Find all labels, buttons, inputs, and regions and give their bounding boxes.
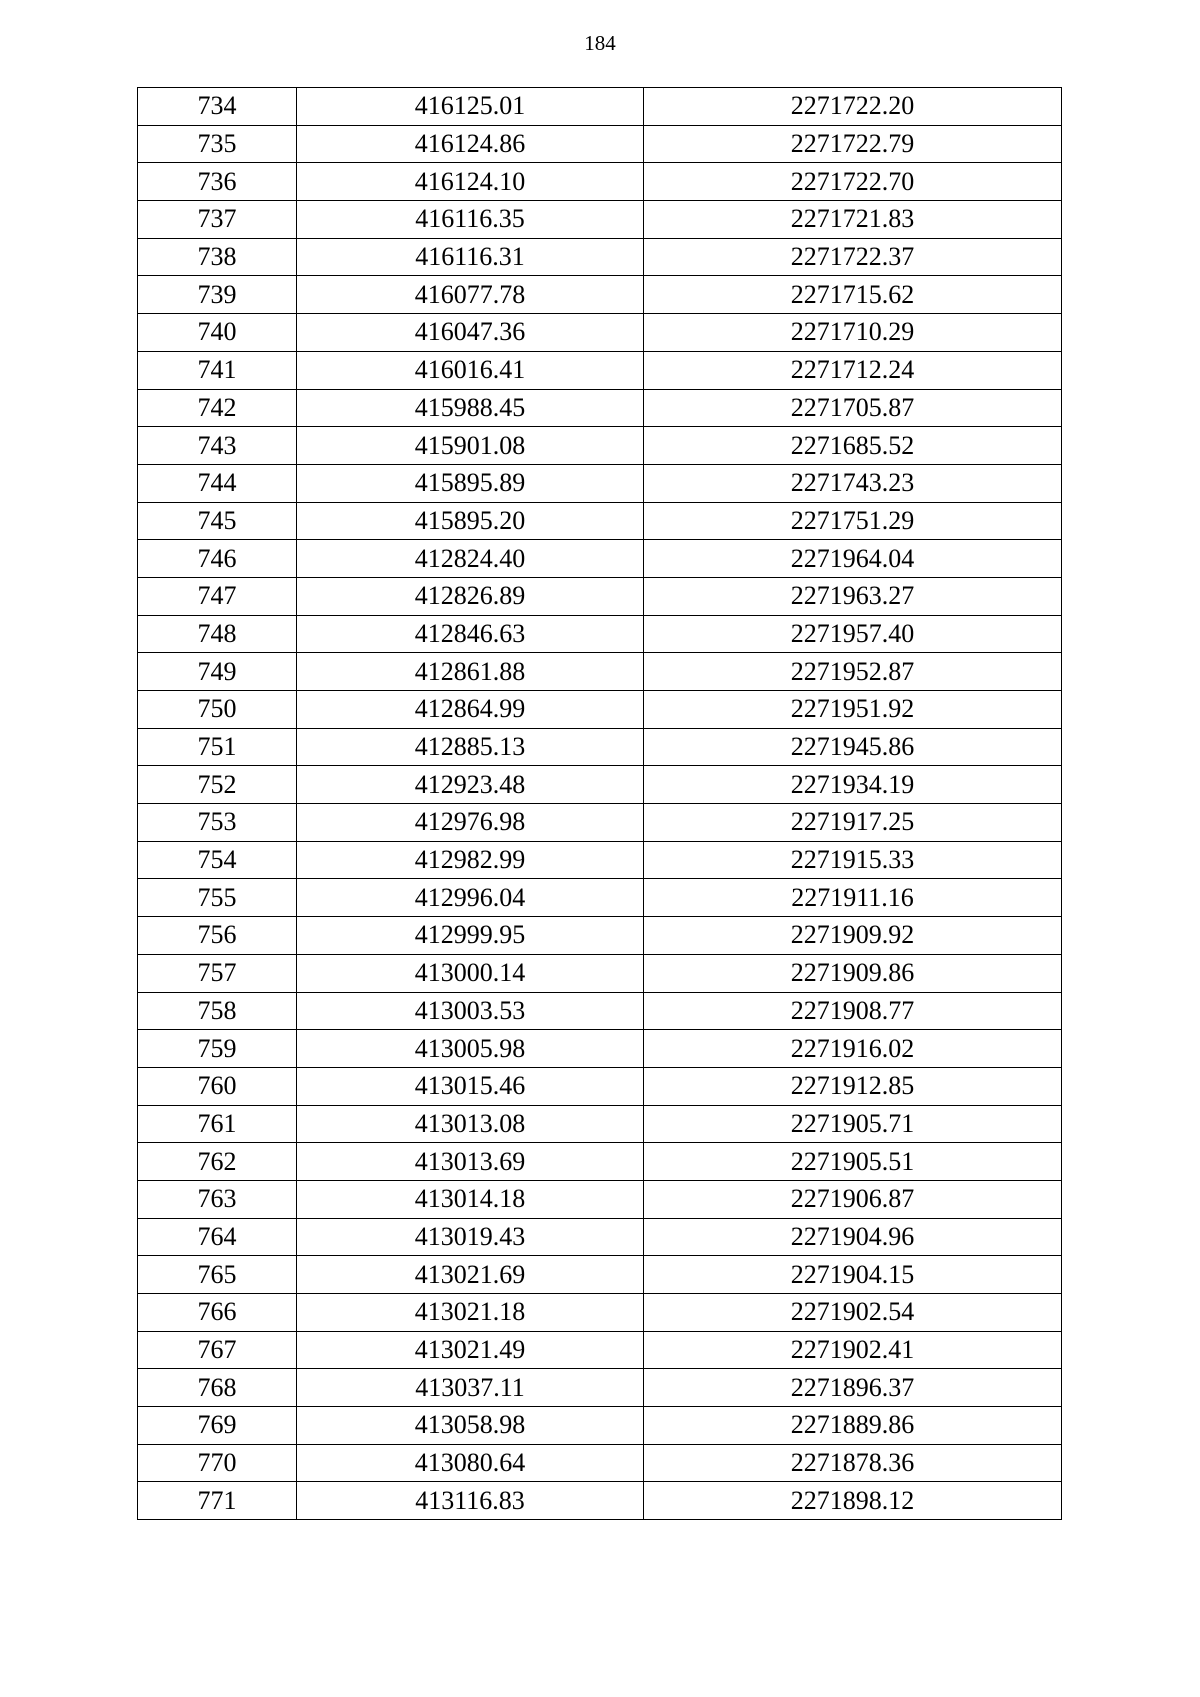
table-row: [138, 314, 1062, 352]
y-coordinate-cell: 2271906.87: [644, 1180, 1062, 1218]
y-coordinate-cell: 2271751.29: [644, 502, 1062, 540]
table-row: [138, 917, 1062, 955]
point-number-cell: 767: [138, 1331, 297, 1369]
y-coordinate-cell: 2271721.83: [644, 201, 1062, 239]
table-row: [138, 88, 1062, 126]
x-coordinate-cell: 412824.40: [297, 540, 644, 578]
x-coordinate-cell: 413037.11: [297, 1369, 644, 1407]
x-coordinate-cell: 413080.64: [297, 1444, 644, 1482]
y-coordinate-cell: 2271909.92: [644, 917, 1062, 955]
y-coordinate-cell: 2271952.87: [644, 653, 1062, 691]
table-body: [138, 88, 1062, 1520]
x-coordinate-cell: 412999.95: [297, 917, 644, 955]
y-coordinate-cell: 2271712.24: [644, 351, 1062, 389]
table-row: [138, 728, 1062, 766]
x-coordinate-cell: 415895.89: [297, 464, 644, 502]
point-number-cell: 754: [138, 841, 297, 879]
x-coordinate-cell: 412861.88: [297, 653, 644, 691]
table-row: [138, 351, 1062, 389]
y-coordinate-cell: 2271905.51: [644, 1143, 1062, 1181]
x-coordinate-cell: 413014.18: [297, 1180, 644, 1218]
y-coordinate-cell: 2271889.86: [644, 1407, 1062, 1445]
y-coordinate-cell: 2271715.62: [644, 276, 1062, 314]
table-row: [138, 954, 1062, 992]
y-coordinate-cell: 2271722.37: [644, 238, 1062, 276]
x-coordinate-cell: 415901.08: [297, 427, 644, 465]
table-row: [138, 615, 1062, 653]
y-coordinate-cell: 2271916.02: [644, 1030, 1062, 1068]
x-coordinate-cell: 413058.98: [297, 1407, 644, 1445]
y-coordinate-cell: 2271902.54: [644, 1294, 1062, 1332]
x-coordinate-cell: 412976.98: [297, 804, 644, 842]
y-coordinate-cell: 2271722.20: [644, 88, 1062, 126]
table-row: [138, 804, 1062, 842]
point-number-cell: 759: [138, 1030, 297, 1068]
x-coordinate-cell: 416116.35: [297, 201, 644, 239]
x-coordinate-cell: 416124.86: [297, 125, 644, 163]
table-row: [138, 502, 1062, 540]
y-coordinate-cell: 2271957.40: [644, 615, 1062, 653]
table-row: [138, 276, 1062, 314]
x-coordinate-cell: 416016.41: [297, 351, 644, 389]
y-coordinate-cell: 2271905.71: [644, 1105, 1062, 1143]
table-row: [138, 427, 1062, 465]
table-row: [138, 1180, 1062, 1218]
point-number-cell: 771: [138, 1482, 297, 1520]
x-coordinate-cell: 415988.45: [297, 389, 644, 427]
point-number-cell: 745: [138, 502, 297, 540]
table-row: [138, 1369, 1062, 1407]
x-coordinate-cell: 416047.36: [297, 314, 644, 352]
y-coordinate-cell: 2271951.92: [644, 691, 1062, 729]
point-number-cell: 739: [138, 276, 297, 314]
point-number-cell: 763: [138, 1180, 297, 1218]
x-coordinate-cell: 413000.14: [297, 954, 644, 992]
point-number-cell: 758: [138, 992, 297, 1030]
point-number-cell: 740: [138, 314, 297, 352]
x-coordinate-cell: 416077.78: [297, 276, 644, 314]
point-number-cell: 761: [138, 1105, 297, 1143]
y-coordinate-cell: 2271878.36: [644, 1444, 1062, 1482]
table-row: [138, 1105, 1062, 1143]
x-coordinate-cell: 415895.20: [297, 502, 644, 540]
x-coordinate-cell: 412982.99: [297, 841, 644, 879]
point-number-cell: 748: [138, 615, 297, 653]
y-coordinate-cell: 2271911.16: [644, 879, 1062, 917]
y-coordinate-cell: 2271722.79: [644, 125, 1062, 163]
point-number-cell: 743: [138, 427, 297, 465]
point-number-cell: 735: [138, 125, 297, 163]
point-number-cell: 736: [138, 163, 297, 201]
x-coordinate-cell: 416116.31: [297, 238, 644, 276]
table-row: [138, 238, 1062, 276]
x-coordinate-cell: 413005.98: [297, 1030, 644, 1068]
point-number-cell: 756: [138, 917, 297, 955]
x-coordinate-cell: 412846.63: [297, 615, 644, 653]
page-number: 184: [584, 31, 616, 55]
y-coordinate-cell: 2271685.52: [644, 427, 1062, 465]
table-row: [138, 992, 1062, 1030]
point-number-cell: 751: [138, 728, 297, 766]
y-coordinate-cell: 2271934.19: [644, 766, 1062, 804]
y-coordinate-cell: 2271945.86: [644, 728, 1062, 766]
x-coordinate-cell: 413013.08: [297, 1105, 644, 1143]
point-number-cell: 746: [138, 540, 297, 578]
point-number-cell: 770: [138, 1444, 297, 1482]
point-number-cell: 741: [138, 351, 297, 389]
x-coordinate-cell: 412923.48: [297, 766, 644, 804]
y-coordinate-cell: 2271705.87: [644, 389, 1062, 427]
point-number-cell: 757: [138, 954, 297, 992]
table-row: [138, 577, 1062, 615]
table-row: [138, 879, 1062, 917]
point-number-cell: 764: [138, 1218, 297, 1256]
x-coordinate-cell: 416125.01: [297, 88, 644, 126]
y-coordinate-cell: 2271964.04: [644, 540, 1062, 578]
point-number-cell: 744: [138, 464, 297, 502]
x-coordinate-cell: 412996.04: [297, 879, 644, 917]
point-number-cell: 755: [138, 879, 297, 917]
table-row: [138, 1256, 1062, 1294]
y-coordinate-cell: 2271963.27: [644, 577, 1062, 615]
x-coordinate-cell: 412864.99: [297, 691, 644, 729]
table-row: [138, 653, 1062, 691]
point-number-cell: 766: [138, 1294, 297, 1332]
point-number-cell: 738: [138, 238, 297, 276]
x-coordinate-cell: 413003.53: [297, 992, 644, 1030]
point-number-cell: 750: [138, 691, 297, 729]
x-coordinate-cell: 413021.69: [297, 1256, 644, 1294]
x-coordinate-cell: 413116.83: [297, 1482, 644, 1520]
y-coordinate-cell: 2271896.37: [644, 1369, 1062, 1407]
x-coordinate-cell: 413021.18: [297, 1294, 644, 1332]
table-row: [138, 1407, 1062, 1445]
table-row: [138, 1294, 1062, 1332]
point-number-cell: 749: [138, 653, 297, 691]
y-coordinate-cell: 2271710.29: [644, 314, 1062, 352]
point-number-cell: 742: [138, 389, 297, 427]
point-number-cell: 737: [138, 201, 297, 239]
y-coordinate-cell: 2271904.15: [644, 1256, 1062, 1294]
y-coordinate-cell: 2271912.85: [644, 1067, 1062, 1105]
table-row: [138, 1030, 1062, 1068]
point-number-cell: 765: [138, 1256, 297, 1294]
x-coordinate-cell: 412826.89: [297, 577, 644, 615]
table-row: [138, 201, 1062, 239]
table-row: [138, 1218, 1062, 1256]
x-coordinate-cell: 413019.43: [297, 1218, 644, 1256]
x-coordinate-cell: 413015.46: [297, 1067, 644, 1105]
point-number-cell: 747: [138, 577, 297, 615]
x-coordinate-cell: 416124.10: [297, 163, 644, 201]
table-row: [138, 125, 1062, 163]
x-coordinate-cell: 412885.13: [297, 728, 644, 766]
y-coordinate-cell: 2271917.25: [644, 804, 1062, 842]
table-row: [138, 163, 1062, 201]
y-coordinate-cell: 2271898.12: [644, 1482, 1062, 1520]
y-coordinate-cell: 2271722.70: [644, 163, 1062, 201]
point-number-cell: 752: [138, 766, 297, 804]
point-number-cell: 769: [138, 1407, 297, 1445]
point-number-cell: 734: [138, 88, 297, 126]
table-row: [138, 1444, 1062, 1482]
point-number-cell: 760: [138, 1067, 297, 1105]
x-coordinate-cell: 413013.69: [297, 1143, 644, 1181]
y-coordinate-cell: 2271904.96: [644, 1218, 1062, 1256]
point-number-cell: 753: [138, 804, 297, 842]
table-row: [138, 691, 1062, 729]
point-number-cell: 768: [138, 1369, 297, 1407]
table-row: [138, 464, 1062, 502]
table-row: [138, 1067, 1062, 1105]
y-coordinate-cell: 2271902.41: [644, 1331, 1062, 1369]
y-coordinate-cell: 2271915.33: [644, 841, 1062, 879]
table-row: [138, 841, 1062, 879]
table-row: [138, 1331, 1062, 1369]
y-coordinate-cell: 2271908.77: [644, 992, 1062, 1030]
table-row: [138, 540, 1062, 578]
table-row: [138, 1482, 1062, 1520]
table-row: [138, 389, 1062, 427]
table-row: [138, 766, 1062, 804]
coordinate-table: [137, 87, 1062, 1520]
y-coordinate-cell: 2271743.23: [644, 464, 1062, 502]
x-coordinate-cell: 413021.49: [297, 1331, 644, 1369]
y-coordinate-cell: 2271909.86: [644, 954, 1062, 992]
point-number-cell: 762: [138, 1143, 297, 1181]
table-row: [138, 1143, 1062, 1181]
